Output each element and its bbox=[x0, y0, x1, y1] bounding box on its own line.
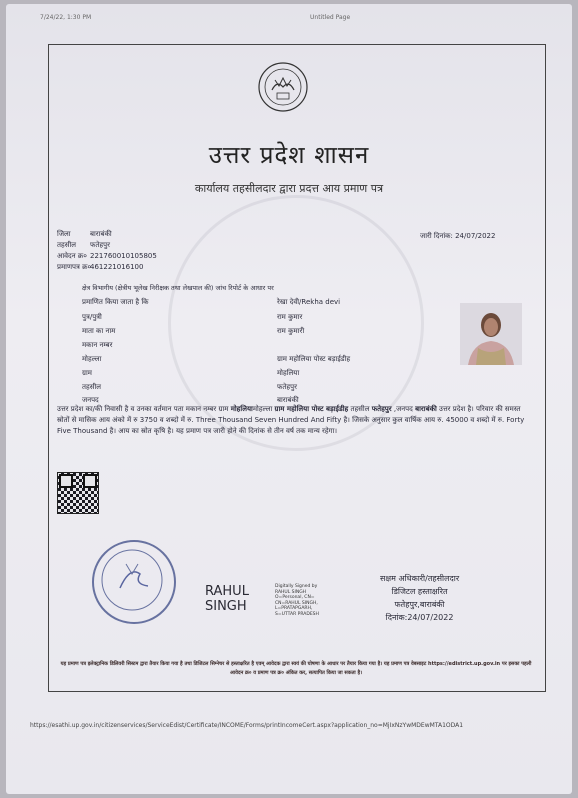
detail-label-parent: पुत्र/पुत्री bbox=[82, 313, 102, 321]
detail-value-locality: ग्राम महोलिया पोस्ट बड़ाईडीह bbox=[277, 355, 351, 363]
detail-label-tehsil: तहसील bbox=[82, 383, 101, 391]
detail-value-mother: राम कुमारी bbox=[277, 327, 305, 335]
body-tehsil: फतेहपुर bbox=[371, 405, 392, 413]
detail-label-house: मकान नम्बर bbox=[82, 341, 113, 349]
signer-last-name: SINGH bbox=[205, 599, 247, 614]
certificate-subtitle: कार्यालय तहसीलदार द्वारा प्रदत्त आय प्रमाण पत्र bbox=[194, 182, 384, 195]
body-locality: ग्राम महोलिया पोस्ट बड़ाईडीह bbox=[274, 405, 349, 413]
signer-name bbox=[205, 584, 249, 614]
meta-label-certificate: प्रमाणपत्र क्र० bbox=[57, 263, 92, 271]
body-text-3: तहसील bbox=[348, 405, 372, 413]
authority-location: फतेहपुर,बाराबंकी bbox=[394, 600, 445, 609]
meta-value-district: बाराबंकी bbox=[90, 230, 112, 238]
digital-sign-line: CN=RAHUL SINGH, bbox=[275, 600, 318, 606]
body-district: बाराबंकी bbox=[415, 405, 437, 413]
intro-line: क्षेत्र विभागीय (क्षेत्रीय भूलेख निरीक्षक तथा लेखपाल की) जांच रिपोर्ट के आधार पर bbox=[82, 284, 274, 292]
authority-digital-signed: डिजिटल हस्ताक्षरित bbox=[391, 587, 448, 596]
detail-label-district: जनपद bbox=[82, 396, 99, 404]
body-village: मोहलिया bbox=[230, 405, 253, 413]
body-text-4: ,जनपद bbox=[391, 405, 416, 413]
signer-first-name: RAHUL bbox=[205, 584, 249, 599]
issuing-authority bbox=[380, 572, 459, 624]
meta-value-certificate: 461221016100 bbox=[90, 263, 144, 271]
detail-value-parent: राम कुमार bbox=[277, 313, 303, 321]
body-text-2: मोहल्ला bbox=[252, 405, 275, 413]
detail-value-tehsil: फतेहपुर bbox=[277, 383, 297, 391]
authority-date: दिनांक:24/07/2022 bbox=[385, 613, 454, 622]
body-text-1: उत्तर प्रदेश का/की निवासी है व उनका वर्तमान पता मकान नम्बर ग्राम bbox=[57, 405, 231, 413]
meta-value-application: 221760010105805 bbox=[90, 252, 157, 260]
detail-label-locality: मोहल्ला bbox=[82, 355, 102, 363]
detail-label-mother: माता का नाम bbox=[82, 327, 116, 335]
body-income-text: उत्तर प्रदेश है। परिवार की समस्त स्रोतों से मासिक आय अंको में रु 3750 व शब्दो में रु. Three Thousand Seven Hundred And Fifty है। जिसके अनुसार कुल वार्षिक आय रु. 45000 व शब्दो में रु. Forty Five Thousand है। आय का स्रोत कृषि है। bbox=[57, 405, 525, 435]
meta-value-tehsil: फतेहपुर bbox=[90, 241, 110, 249]
digital-sign-line: Digitally Signed by bbox=[275, 584, 318, 589]
digital-signature-details bbox=[275, 584, 319, 617]
print-datetime: 7/24/22, 1:30 PM bbox=[40, 14, 92, 21]
digital-sign-line: L=PRATAPGARH, bbox=[275, 606, 313, 611]
certify-label: प्रमाणित किया जाता है कि bbox=[82, 298, 149, 306]
detail-value-district: बाराबंकी bbox=[277, 396, 299, 404]
meta-label-district: जिला bbox=[57, 230, 71, 238]
official-stamp bbox=[92, 540, 176, 624]
footer-url: https://esathi.up.gov.in/citizenservices/ServiceEdist/Certificate/INCOME/Forms/printIncomeCert.aspx?application_no=MjIxNzYwMDEwMTA1ODA1 bbox=[30, 722, 464, 729]
applicant-name: रेखा देवी/Rekha devi bbox=[277, 298, 341, 306]
page-title: उत्तर प्रदेश शासन bbox=[208, 141, 370, 169]
detail-label-village: ग्राम bbox=[82, 369, 92, 377]
body-validity: यह प्रमाण पत्र जारी होने की दिनांक से तीन वर्ष तक मान्य रहेगा। bbox=[175, 427, 338, 435]
meta-label-tehsil: तहसील bbox=[57, 241, 76, 249]
issue-date: जारी दिनांक: 24/07/2022 bbox=[420, 232, 496, 240]
digital-sign-line: S=UTTAR PRADESH bbox=[275, 611, 319, 617]
detail-value-village: मोहलिया bbox=[277, 369, 300, 377]
state-emblem-icon bbox=[250, 60, 316, 114]
authority-title: सक्षम अधिकारी/तहसीलदार bbox=[380, 574, 460, 583]
digital-sign-line: RAHUL SINGH bbox=[275, 589, 307, 595]
certificate-body bbox=[57, 404, 527, 437]
applicant-photo bbox=[460, 303, 522, 365]
qr-code bbox=[57, 472, 99, 514]
print-page-title: Untitled Page bbox=[310, 14, 351, 21]
digital-sign-line: O=Personal, CN= bbox=[275, 595, 315, 600]
verification-footnote: यह प्रमाण पत्र इलेक्ट्रानिक डिलिवरी सिस्टम द्वारा तैयार किया गया है तथा डिजिटल सिग्नेचर से हस्ताक्षरित है एवम् आवेदक द्वारा स्वयं की घोषणा के आधार पर तैयार किया गया है। यह प्रमाण पत्र वेबसाइट https://edistrict.up.gov.in पर इसका पहली आवेदन क्र० व प्रमाण पत्र क्र० अंकित कर, सत्यापित किया जा सकता है। bbox=[60, 661, 532, 676]
meta-label-application: आवेदन क्र० bbox=[57, 252, 87, 260]
